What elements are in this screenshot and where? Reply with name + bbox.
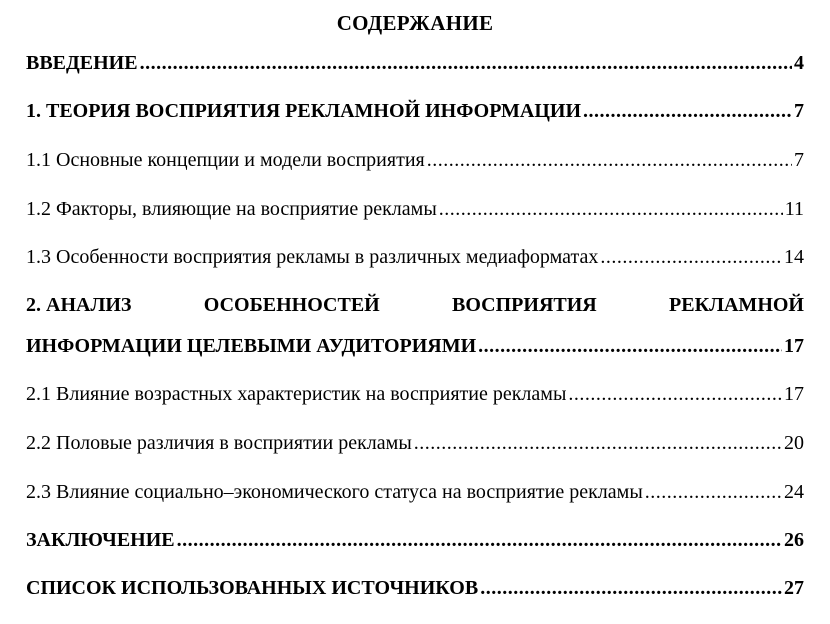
toc-entry-label: 1.3 Особенности восприятия рекламы в различных медиаформатах bbox=[26, 246, 599, 268]
toc-entry-word: ВОСПРИЯТИЯ bbox=[452, 294, 597, 316]
dot-leader bbox=[645, 479, 782, 505]
toc-entry-label: ВВЕДЕНИЕ bbox=[26, 52, 138, 74]
page-title: СОДЕРЖАНИЕ bbox=[336, 11, 494, 35]
dot-leader bbox=[427, 147, 792, 173]
toc-entry-section-2-3 bbox=[26, 479, 804, 505]
toc-entry-section-1-1 bbox=[26, 147, 804, 173]
toc-entry-section-1-3 bbox=[26, 244, 804, 270]
dot-leader bbox=[568, 381, 782, 407]
toc-entry-label: 1. ТЕОРИЯ ВОСПРИЯТИЯ РЕКЛАМНОЙ ИНФОРМАЦИИ bbox=[26, 100, 582, 122]
toc-entry-section-2-1 bbox=[26, 381, 804, 407]
toc-entry-label: 2.3 Влияние социально–экономического статуса на восприятие рекламы bbox=[26, 481, 643, 503]
toc-entry-chapter-2-line-2 bbox=[26, 333, 804, 359]
toc-entry-references bbox=[26, 575, 804, 601]
toc-entry-conclusion bbox=[26, 527, 804, 553]
toc-entry-label: 1.2 Факторы, влияющие на восприятие рекламы bbox=[26, 198, 437, 220]
dot-leader bbox=[600, 244, 782, 270]
toc-entry-word: 2. АНАЛИЗ bbox=[26, 294, 132, 316]
toc-entry-section-2-2 bbox=[26, 430, 804, 456]
toc-entry-label: 2.2 Половые различия в восприятии рекламы bbox=[26, 432, 412, 454]
dot-leader bbox=[177, 527, 782, 553]
toc-page-number: 17 bbox=[784, 383, 804, 405]
dot-leader bbox=[439, 196, 783, 222]
toc-entry-label: СПИСОК ИСПОЛЬЗОВАННЫХ ИСТОЧНИКОВ bbox=[26, 577, 479, 599]
toc-entry-introduction bbox=[26, 50, 804, 76]
dot-leader bbox=[414, 430, 782, 456]
toc-entry-section-1-2 bbox=[26, 196, 804, 222]
toc-page-number: 26 bbox=[784, 529, 804, 551]
toc-entry-word: ОСОБЕННОСТЕЙ bbox=[203, 294, 380, 316]
toc-page-number: 17 bbox=[784, 335, 804, 357]
toc-entry-label: 1.1 Основные концепции и модели восприятия bbox=[26, 149, 425, 171]
dot-leader bbox=[480, 575, 782, 601]
toc-page-number: 14 bbox=[784, 246, 804, 268]
toc-entry-chapter-2-line-1 bbox=[26, 292, 804, 318]
toc-page-number: 11 bbox=[784, 198, 804, 220]
toc-entry-word: РЕКЛАМНОЙ bbox=[669, 294, 804, 316]
toc-page-number: 7 bbox=[794, 100, 804, 122]
toc-entry-label: ИНФОРМАЦИИ ЦЕЛЕВЫМИ АУДИТОРИЯМИ bbox=[26, 335, 477, 357]
toc-page-number: 7 bbox=[794, 149, 804, 171]
dot-leader bbox=[140, 50, 792, 76]
toc-page-number: 24 bbox=[784, 481, 804, 503]
toc-page-number: 27 bbox=[784, 577, 804, 599]
toc-page-number: 20 bbox=[784, 432, 804, 454]
dot-leader bbox=[583, 98, 792, 124]
toc-entry-label: 2.1 Влияние возрастных характеристик на восприятие рекламы bbox=[26, 383, 567, 405]
toc-entry-chapter-1 bbox=[26, 98, 804, 124]
toc-page bbox=[26, 0, 804, 624]
dot-leader bbox=[478, 333, 782, 359]
toc-entry-label: ЗАКЛЮЧЕНИЕ bbox=[26, 529, 175, 551]
toc-page-number: 4 bbox=[794, 52, 804, 74]
